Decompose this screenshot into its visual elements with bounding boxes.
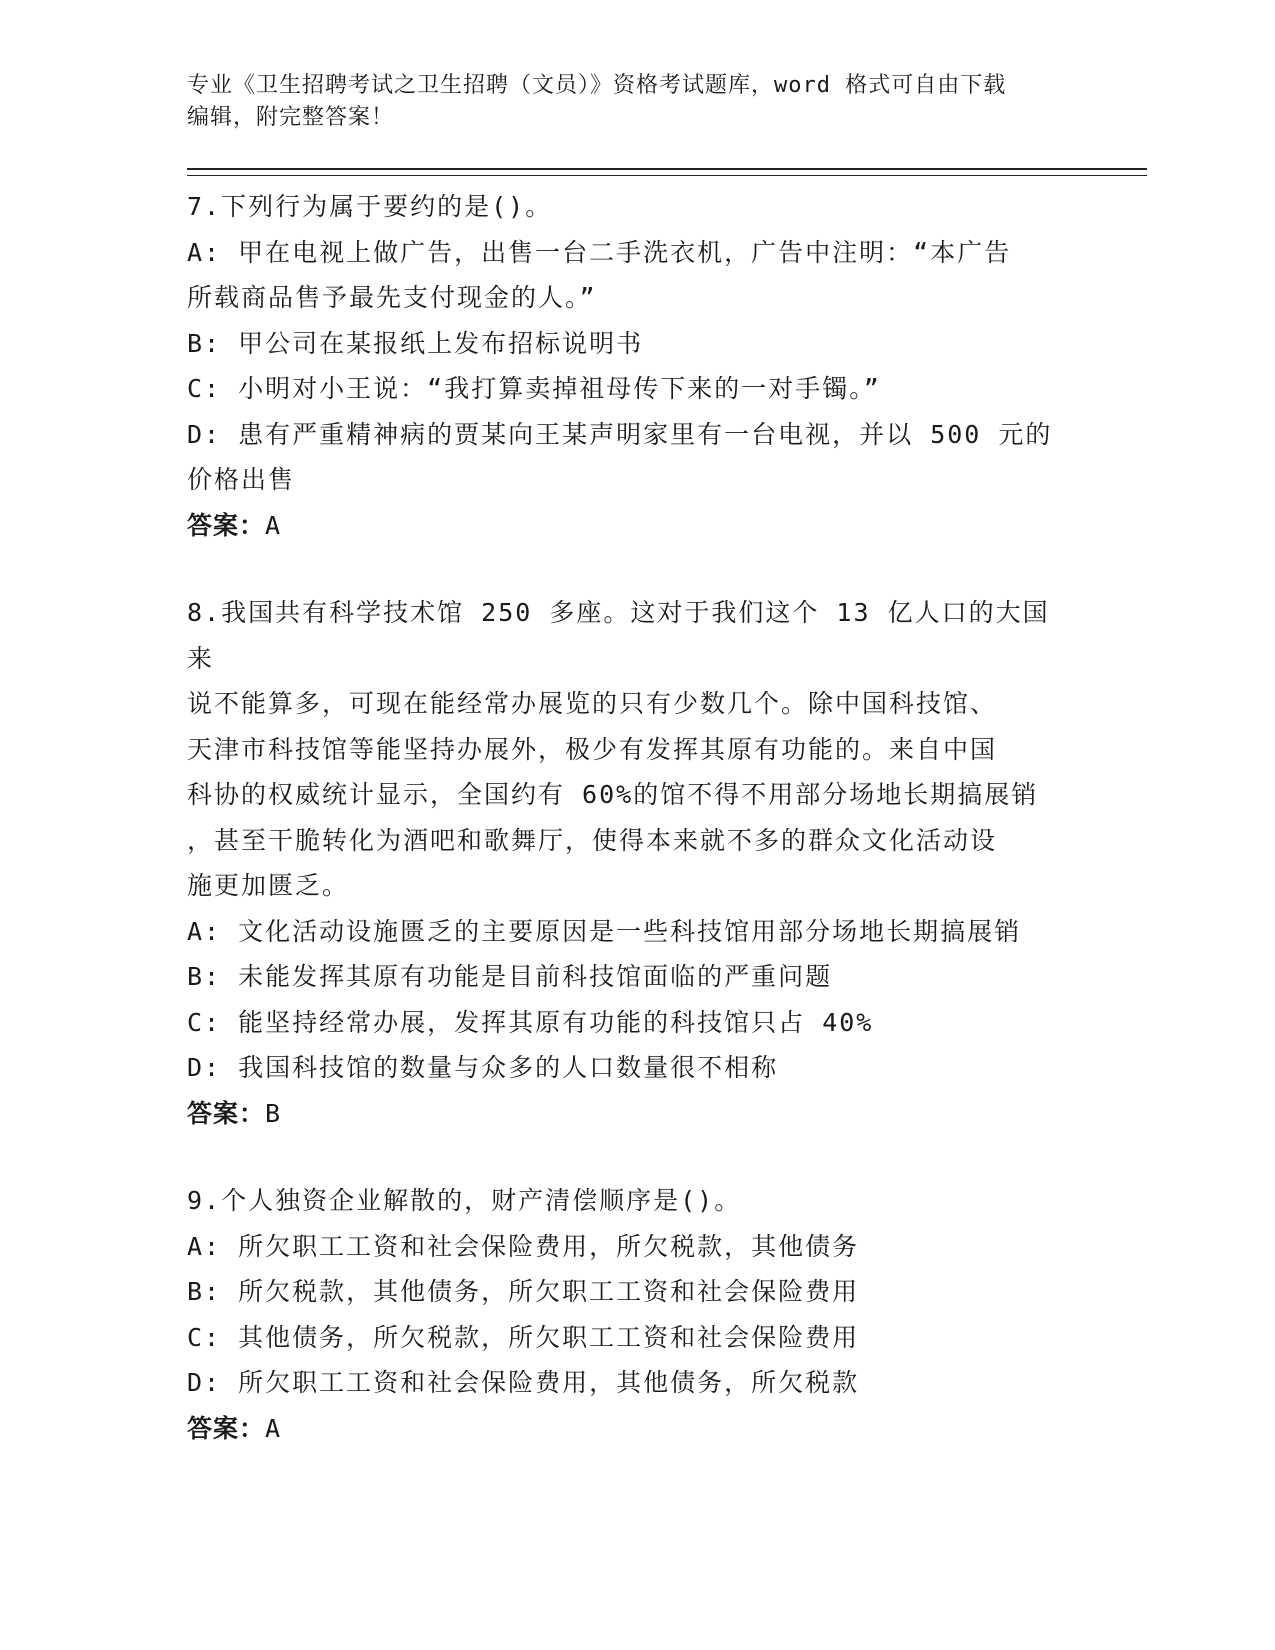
document-page xyxy=(187,70,1147,1493)
question-stem-line: ，甚至干脆转化为酒吧和歌舞厅，使得本来就不多的群众文化活动设 xyxy=(187,825,998,855)
option-c: C: 小明对小王说：“我打算卖掉祖母传下来的一对手镯。” xyxy=(187,374,881,403)
question-stem: 7.下列行为属于要约的是()。 xyxy=(187,192,553,221)
option-c: C: 能坚持经常办展，发挥其原有功能的科技馆只占 40% xyxy=(187,1007,874,1037)
question-stem-line: 8.我国共有科学技术馆 250 多座。这对于我们这个 13 亿人口的大国来 xyxy=(187,598,1050,673)
question-stem-line: 天津市科技馆等能坚持办展外，极少有发挥其原有功能的。来自中国 xyxy=(187,734,998,764)
option-a: A: 甲在电视上做广告，出售一台二手洗衣机，广告中注明：“本广告 xyxy=(187,237,1012,267)
option-c: C: 其他债务，所欠税款，所欠职工工资和社会保险费用 xyxy=(187,1322,860,1352)
question-stem: 9.个人独资企业解散的，财产清偿顺序是()。 xyxy=(187,1186,742,1215)
document-header xyxy=(187,70,1067,134)
header-line-1: 专业《卫生招聘考试之卫生招聘（文员）》资格考试题库，word 格式可自由下载 xyxy=(187,73,1007,98)
answer-value: A xyxy=(265,1413,282,1443)
option-b: B: 未能发挥其原有功能是目前科技馆面临的严重问题 xyxy=(187,962,833,991)
answer xyxy=(187,1406,1067,1452)
answer-value: A xyxy=(265,510,282,540)
option-b: B: 甲公司在某报纸上发布招标说明书 xyxy=(187,328,644,358)
option-a: A: 所欠职工工资和社会保险费用，所欠税款，其他债务 xyxy=(187,1231,860,1261)
answer-label: 答案： xyxy=(187,1413,266,1443)
option-d: D: 患有严重精神病的贾某向王某声明家里有一台电视，并以 500 元的 xyxy=(187,419,1053,449)
question-7 xyxy=(187,184,1067,548)
question-9 xyxy=(187,1178,1067,1451)
question-8 xyxy=(187,590,1067,1136)
header-divider xyxy=(187,168,1147,176)
option-d: D: 我国科技馆的数量与众多的人口数量很不相称 xyxy=(187,1053,779,1082)
question-stem-line: 科协的权威统计显示，全国约有 60%的馆不得不用部分场地长期搞展销 xyxy=(187,780,1039,809)
option-d: D: 所欠职工工资和社会保险费用，其他债务，所欠税款 xyxy=(187,1368,860,1397)
answer-label: 答案： xyxy=(187,510,266,540)
option-d-continuation: 价格出售 xyxy=(187,465,296,494)
answer-value: B xyxy=(265,1098,282,1128)
question-stem-line: 说不能算多，可现在能经常办展览的只有少数几个。除中国科技馆、 xyxy=(187,689,998,718)
option-a: A: 文化活动设施匮乏的主要原因是一些科技馆用部分场地长期搞展销 xyxy=(187,916,1022,946)
answer xyxy=(187,1091,1067,1137)
question-stem-line: 施更加匮乏。 xyxy=(187,871,350,900)
option-a-continuation: 所载商品售予最先支付现金的人。” xyxy=(187,283,597,312)
answer xyxy=(187,503,1067,549)
question-list xyxy=(187,184,1067,1451)
answer-label: 答案： xyxy=(187,1098,266,1128)
header-line-2: 编辑，附完整答案！ xyxy=(187,105,395,130)
option-b: B: 所欠税款，其他债务，所欠职工工资和社会保险费用 xyxy=(187,1277,860,1306)
